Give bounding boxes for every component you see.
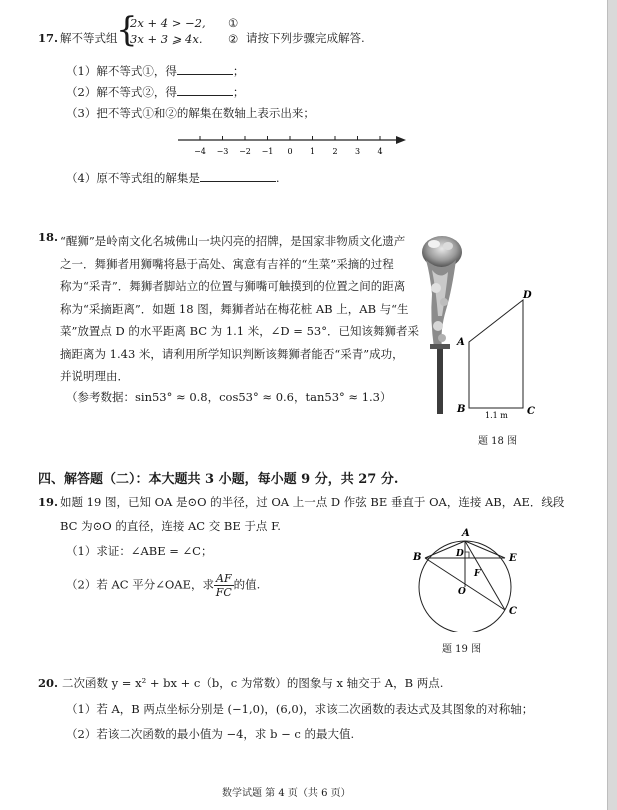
q17-part2: [66, 84, 244, 100]
q19-part2: [66, 572, 260, 599]
marker-2: ②: [228, 32, 239, 46]
q20-number: 20.: [38, 676, 59, 690]
fig19-label-o: O: [458, 587, 466, 597]
inequality-1: 2x + 4 > −2,: [130, 16, 206, 30]
q17-stem-before: 解不等式组: [60, 31, 118, 45]
answer-blank-1[interactable]: [177, 63, 233, 75]
page-footer: 数学试题 第 4 页（共 6 页）: [222, 788, 351, 799]
number-line-tick-label: 2: [332, 147, 338, 156]
fig18-caption: 题 18 图: [478, 436, 518, 447]
page-edge-shadow: [607, 0, 617, 810]
q18-line-2: 之一．舞狮者用狮嘴将悬于高处、寓意有吉祥的“生菜”采摘的过程: [60, 256, 394, 271]
q17-part1: [66, 63, 244, 79]
fig19-label-f: F: [474, 569, 481, 579]
q18-line-3: 称为“采青”．舞狮者脚站立的位置与狮嘴可触摸到的位置之间的距离: [60, 279, 406, 293]
q19-part1: （1）求证：∠ABE = ∠C；: [66, 544, 213, 558]
number-line-tick-label: −2: [239, 147, 251, 156]
q18-line-4: 称为“采摘距离”．如题 18 图，舞狮者站在梅花桩 AB 上，AB 与“生: [60, 301, 409, 316]
system-brace: {: [116, 10, 138, 50]
q17-stem-after: 请按下列步骤完成解答.: [246, 31, 365, 45]
number-line-tick-label: −4: [194, 147, 206, 156]
fig18-label-c: C: [527, 406, 535, 417]
answer-blank-4[interactable]: [200, 170, 276, 182]
answer-blank-2[interactable]: [177, 84, 233, 96]
number-line-tick-label: 4: [377, 147, 383, 156]
number-line-tick-label: −3: [216, 147, 229, 156]
number-line-arrow: [396, 136, 406, 144]
figure-18: [455, 288, 540, 418]
q17-number: 17.: [38, 31, 59, 45]
q19-part2-end: 的值.: [233, 577, 261, 592]
q18-line-5: 菜”放置点 D 的水平距离 BC 为 1.1 米，∠D = 53°．已知该舞狮者采: [60, 324, 419, 338]
fig18-label-a: A: [457, 337, 465, 348]
q18-reference-data: （参考数据：sin53° ≈ 0.8，cos53° ≈ 0.6，tan53° ≈ 1.3）: [66, 390, 392, 404]
q17-part2-text: （2）解不等式②，得: [66, 85, 177, 99]
fig19-label-c: C: [509, 606, 517, 617]
fraction-denominator: FC: [215, 586, 232, 599]
q19-line-2: BC 为⊙O 的直径，连接 AC 交 BE 于点 F.: [60, 519, 281, 533]
number-line-tick-label: 1: [309, 147, 316, 156]
q18-line-6: 摘距离为 1.43 米，请利用所学知识判断该舞狮者能否“采青”成功，: [60, 346, 404, 361]
q18-body: [60, 230, 419, 388]
section-4-heading: 四、解答题（二）：本大题共 3 小题，每小题 9 分，共 27 分.: [38, 472, 399, 487]
q20-part2: （2）若该二次函数的最小值为 −4，求 b − c 的最大值.: [66, 727, 355, 741]
inequality-markers: [228, 15, 238, 47]
inequality-2: 3x + 3 ⩾ 4x.: [130, 32, 203, 46]
fig18-label-b: B: [457, 404, 466, 415]
q17-part4-text: （4）原不等式组的解集是: [66, 171, 200, 185]
fraction-af-fc: [214, 572, 234, 599]
fig19-label-e: E: [509, 553, 517, 564]
fig19-label-a: A: [462, 528, 470, 539]
q17-part4: [66, 170, 279, 186]
q17-part1-text: （1）解不等式①，得: [66, 64, 177, 78]
number-line-ticks: [194, 136, 382, 156]
inequality-system: [130, 15, 206, 47]
fraction-numerator: AF: [216, 572, 232, 585]
number-line[interactable]: [170, 130, 410, 160]
fig19-label-d: D: [456, 549, 464, 559]
figure-19: [408, 512, 538, 632]
q19-number: 19.: [38, 495, 59, 509]
q18-line-7: 并说明理由．: [60, 369, 129, 383]
q17-part3: （3）把不等式①和②的解集在数轴上表示出来；: [66, 106, 315, 120]
number-line-tick-label: −1: [261, 147, 274, 156]
q20-part1: （1）若 A，B 两点坐标分别是 (−1,0)，(6,0)，求该二次函数的表达式及其图象的对称轴；: [66, 702, 534, 716]
q19-line-1: 如题 19 图，已知 OA 是⊙O 的半径，过 OA 上一点 D 作弦 BE 垂直于 OA，连接 AB，AE．线段: [60, 495, 565, 509]
q17-part4-end: .: [275, 171, 280, 185]
q17-part2-end: ；: [232, 85, 245, 99]
q17-part1-end: ；: [232, 64, 245, 78]
q19-part2-text: （2）若 AC 平分∠OAE，求: [66, 577, 214, 592]
q18-number: 18.: [38, 230, 59, 244]
q18-line-1: “醒狮”是岭南文化名城佛山一块闪亮的招牌，是国家非物质文化遗产: [60, 234, 406, 248]
number-line-tick-label: 0: [287, 147, 293, 156]
q20-stem: 二次函数 y = x² + bx + c（b，c 为常数）的图象与 x 轴交于 A，B 两点.: [62, 676, 444, 690]
fig18-label-bc: 1.1 m: [485, 411, 508, 418]
marker-1: ①: [228, 16, 239, 30]
number-line-tick-label: 3: [354, 147, 361, 156]
fig19-label-b: B: [413, 552, 422, 563]
fig19-caption: 题 19 图: [442, 644, 482, 655]
fig18-label-d: D: [523, 290, 532, 301]
